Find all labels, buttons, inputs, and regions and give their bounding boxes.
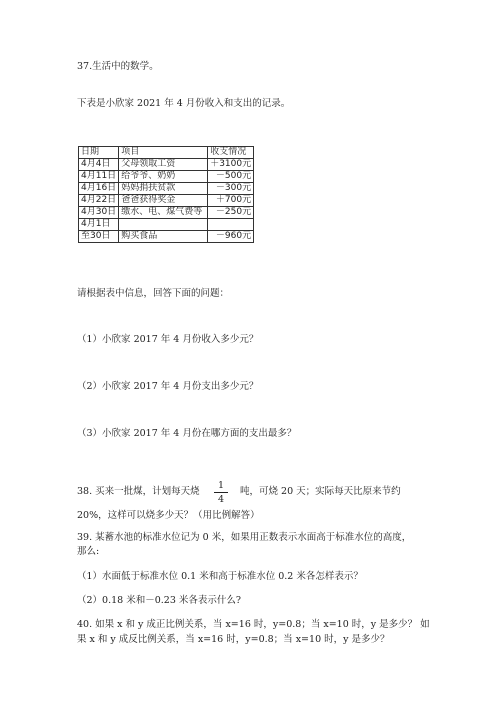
q38-line1-pre: 38. 买来一批煤，计划每天烧 xyxy=(77,486,200,497)
cell-item: 爸爸获得奖金 xyxy=(119,195,208,207)
table-row xyxy=(79,195,254,207)
fraction-numerator: 1 xyxy=(217,480,225,491)
cell-date: 4月16日 xyxy=(79,183,119,195)
header-amount: 收支情况 xyxy=(208,147,254,159)
q38-line1-post: 吨，可烧 20 天；实际每天比原来节约 xyxy=(240,486,401,497)
cell-amount xyxy=(208,219,254,231)
cell-item: 购买食品 xyxy=(119,231,208,243)
q39-sub1: （1）水面低于标准水位 0.1 米和高于标准水位 0.2 米各怎样表示？ xyxy=(77,571,363,582)
table-row xyxy=(79,207,254,219)
cell-date: 4月1日 xyxy=(79,219,119,231)
cell-date: 4月22日 xyxy=(79,195,119,207)
q39-sub2: （2）0.18 米和－0.23 米各表示什么? xyxy=(77,595,241,606)
q37-sub1: （1）小欣家 2017 年 4 月份收入多少元？ xyxy=(77,334,259,345)
header-item: 项目 xyxy=(119,147,208,159)
q37-sub2: （2）小欣家 2017 年 4 月份支出多少元？ xyxy=(77,381,259,392)
table-header-row xyxy=(79,147,254,159)
cell-date: 4月11日 xyxy=(79,171,119,183)
q37-intro: 下表是小欣家 2021 年 4 月份收入和支出的记录。 xyxy=(77,98,291,109)
cell-item: 父母领取工资 xyxy=(119,159,208,171)
fraction-denominator: 4 xyxy=(217,494,225,505)
q40-line2: 果 x 和 y 成反比例关系，当 x=16 时，y=0.8；当 x=10 时，y 是多少？ xyxy=(77,634,390,645)
q40-line1: 40. 如果 x 和 y 成正比例关系，当 x=16 时，y=0.8；当 x=10 时，y 是多少？ 如 xyxy=(77,619,430,630)
q38-line2: 20%，这样可以烧多少天？（用比例解答） xyxy=(77,510,260,521)
income-expense-table xyxy=(78,146,254,243)
cell-date: 4月4日 xyxy=(79,159,119,171)
table-row xyxy=(79,231,254,243)
q37-sub3: （3）小欣家 2017 年 4 月份在哪方面的支出最多？ xyxy=(77,428,297,439)
q39-line2: 那么: xyxy=(77,546,100,557)
cell-item: 妈妈捐扶贫款 xyxy=(119,183,208,195)
fraction-bar xyxy=(214,492,228,493)
table-row xyxy=(79,183,254,195)
q37-prompt: 请根据表中信息，回答下面的问题： xyxy=(77,288,230,299)
table-row xyxy=(79,219,254,231)
cell-item xyxy=(119,219,208,231)
cell-amount: －250元 xyxy=(208,207,254,219)
fraction-one-quarter xyxy=(214,480,228,505)
cell-date: 至30日 xyxy=(79,231,119,243)
cell-date: 4月30日 xyxy=(79,207,119,219)
cell-item: 给爷爷、奶奶 xyxy=(119,171,208,183)
cell-amount: －300元 xyxy=(208,183,254,195)
cell-amount: ＋3100元 xyxy=(208,159,254,171)
q39-line1: 39. 某蓄水池的标准水位记为 0 米，如果用正数表示水面高于标准水位的高度， xyxy=(77,532,412,543)
table-row xyxy=(79,159,254,171)
header-date: 日期 xyxy=(79,147,119,159)
table-row xyxy=(79,171,254,183)
cell-item: 缴水、电、煤气费等 xyxy=(119,207,208,219)
cell-amount: －960元 xyxy=(208,231,254,243)
cell-amount: －500元 xyxy=(208,171,254,183)
cell-amount: ＋700元 xyxy=(208,195,254,207)
q37-title: 37.生活中的数学。 xyxy=(77,61,159,72)
